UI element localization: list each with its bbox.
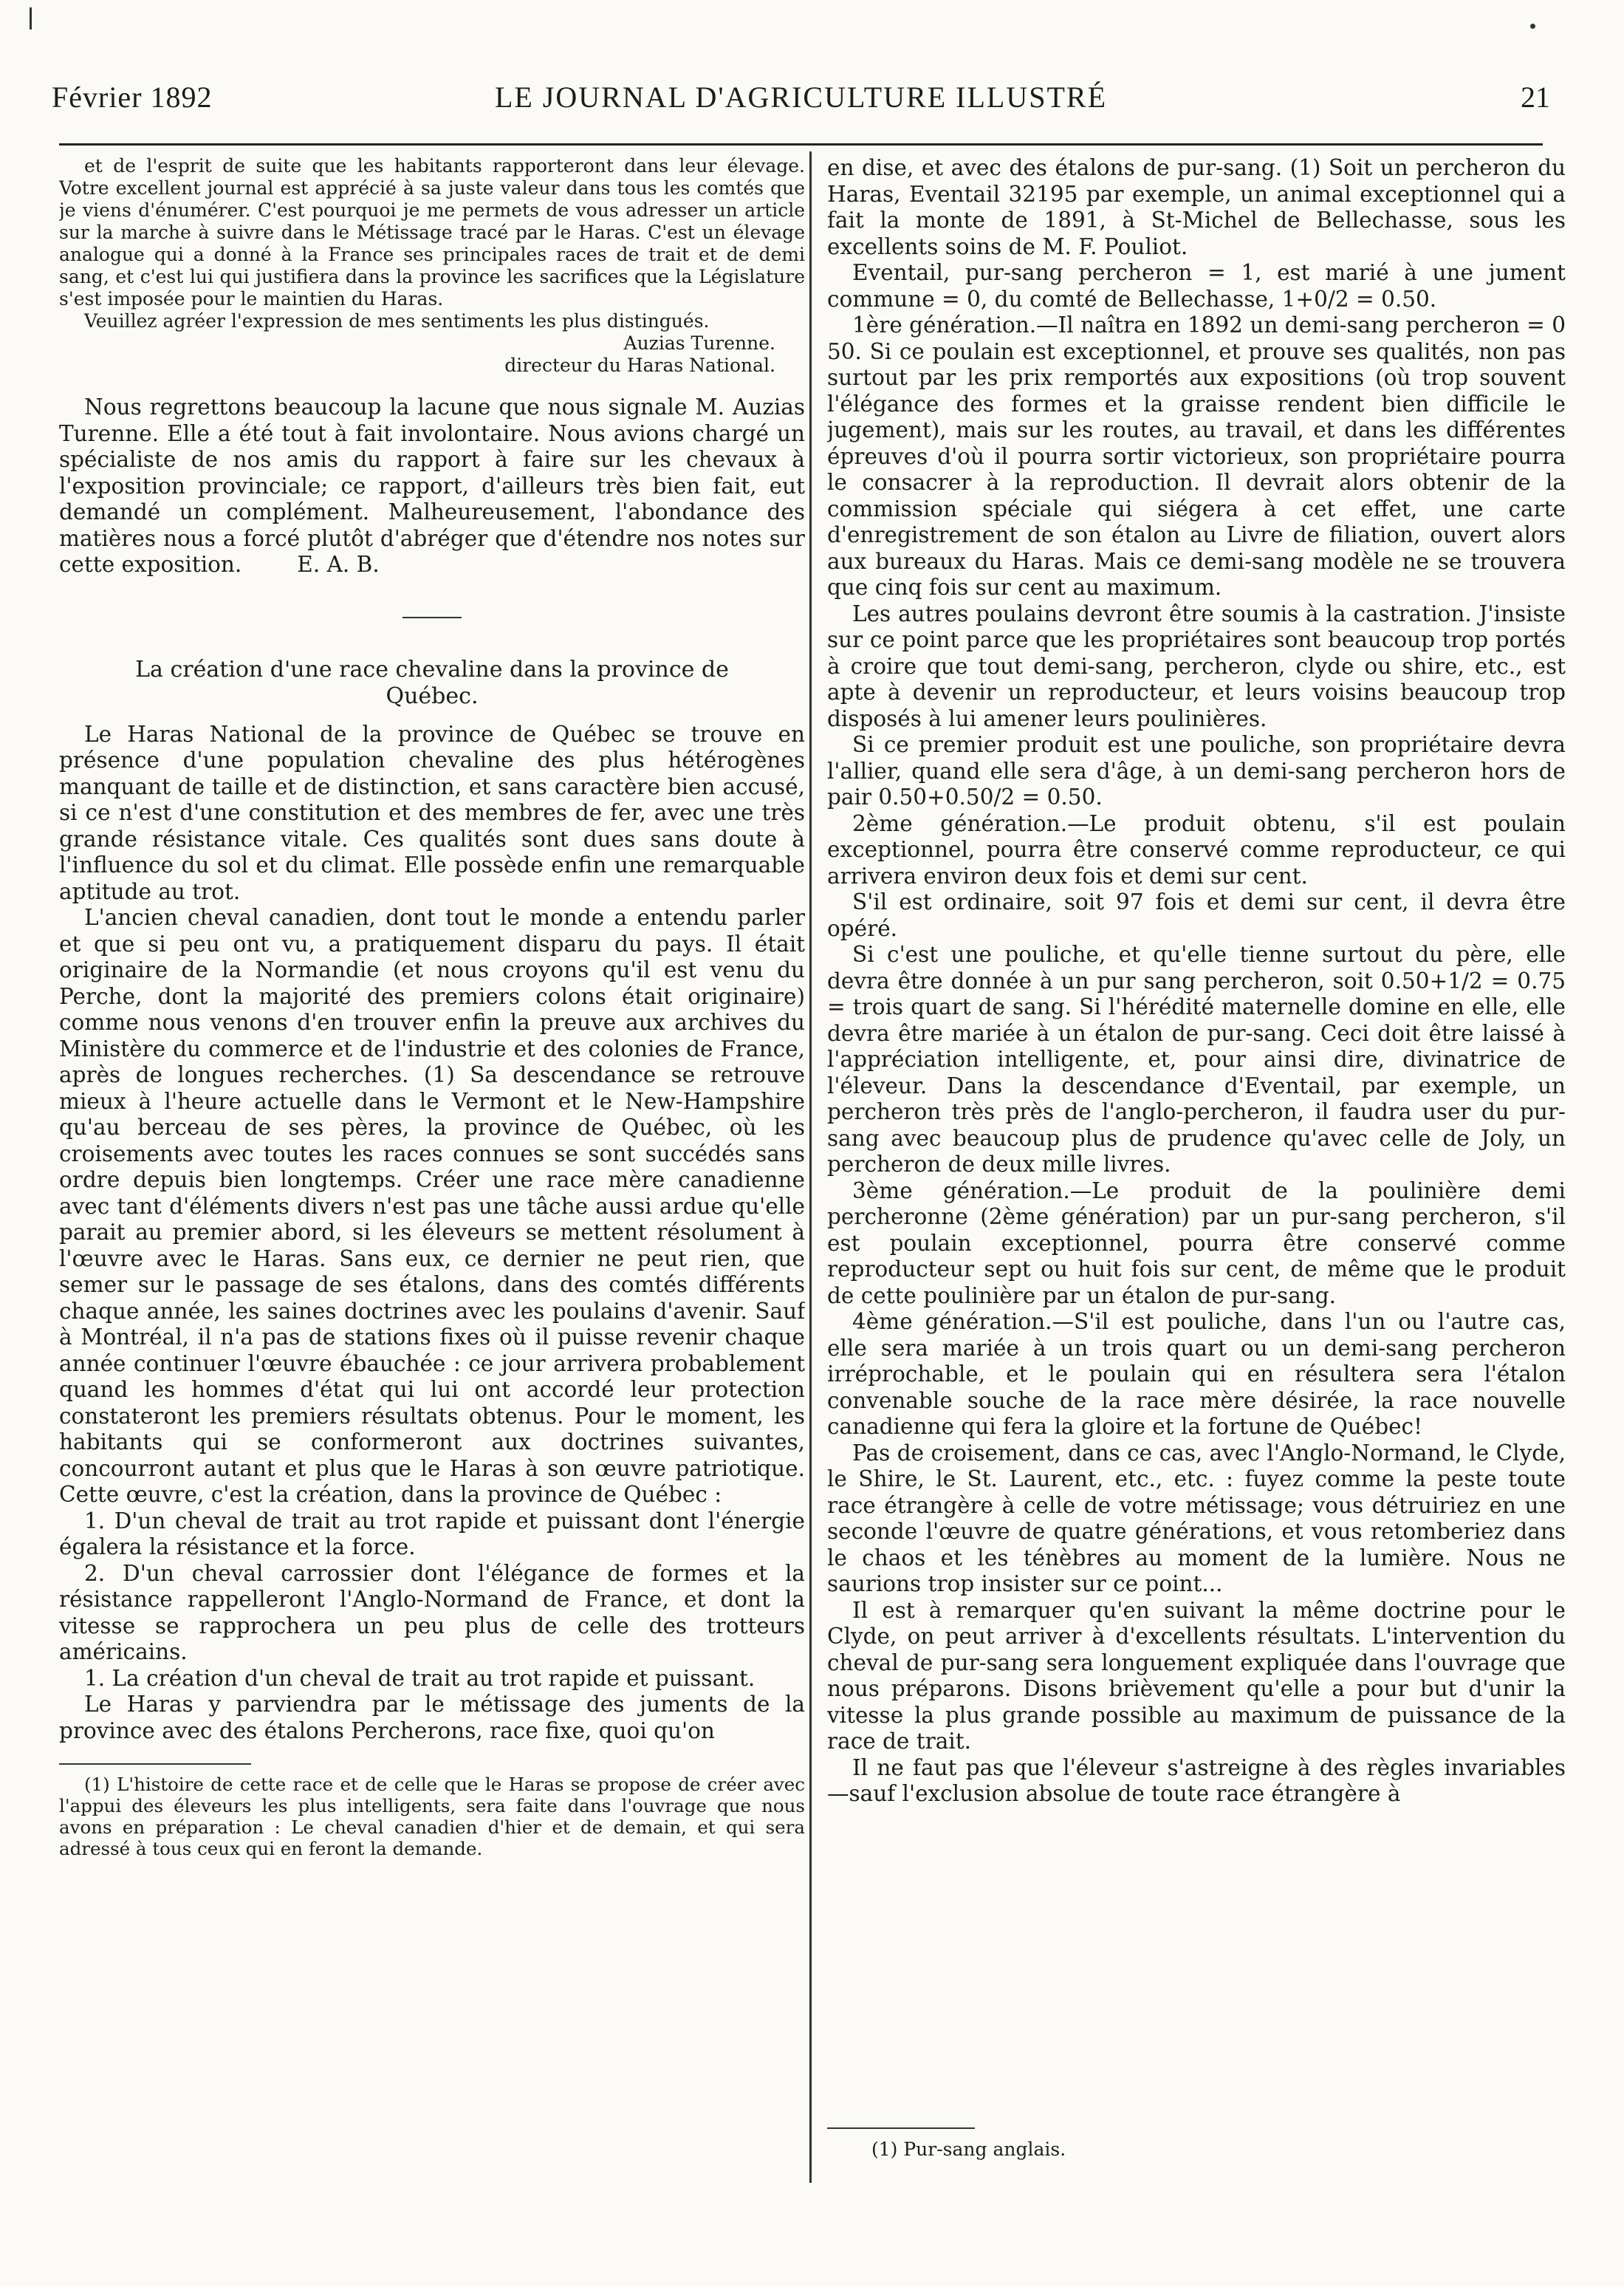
section-title: La création d'une race chevaline dans la province de Québec.: [135, 656, 729, 709]
scan-dot: [1530, 24, 1535, 29]
body-paragraph: 2ème génération.—Le produit obtenu, s'il est poulain exceptionnel, pourra être conservé comme reproducteur, ce qui arrivera environ deux fois et demi sur cent.: [827, 810, 1566, 889]
footnote: (1) Pur-sang anglais.: [871, 2139, 1066, 2160]
body-paragraph: 2. D'un cheval carrossier dont l'élégance de formes et la résistance rappelleront l'Anglo-Normand de France, et dont la vitesse se rapprochera un peu plus de celle des trotteurs américains.: [59, 1560, 805, 1664]
body-paragraph: 1. D'un cheval de trait au trot rapide et puissant dont l'énergie égalera la résistance et la force.: [59, 1508, 805, 1559]
header-rule: [59, 143, 1543, 146]
body-paragraph: 4ème génération.—S'il est pouliche, dans l'un ou l'autre cas, elle sera mariée à un trois quart ou un demi-sang percheron irréprochable, et le poulain qui en résultera sera l'étalon convenable souche de la race mère désirée, la race nouvelle canadienne qui fera la gloire et la fortune de Québec!: [827, 1309, 1566, 1439]
body-paragraph: Les autres poulains devront être soumis à la castration. J'insiste sur ce point parce que les propriétaires sont beaucoup trop portés à croire que tout demi-sang, percheron, clyde ou shire, etc., est apte à devenir un reproducteur, et leurs voisins beaucoup trop disposés à lui amener leurs poulinières.: [827, 601, 1566, 731]
letter-signature-name: Auzias Turenne.: [623, 332, 775, 354]
body-paragraph: Il est à remarquer qu'en suivant la même doctrine pour le Clyde, on peut arriver à d'excellents résultats. L'intervention du cheval de pur-sang sera longuement expliquée dans l'ouvrage que nous préparons. Disons brièvement qu'elle a pour but d'unir la vitesse la plus grande possible au maximum de puissance de la race de trait.: [827, 1597, 1566, 1754]
body-paragraph: 1ère génération.—Il naîtra en 1892 un demi-sang percheron = 0 50. Si ce poulain est exceptionnel, et prouve ses qualités, non pas surtout par les prix remportés aux expositions (où trop souvent l'élégance des formes et la graisse rendent bien difficile le jugement), mais sur les routes, au travail, et dans les différentes épreuves d'où il pourra sortir victorieux, son propriétaire pourra le consacrer à la reproduction. Il devrait alors obtenir de la commission spéciale qui siégera à cet effet, une carte d'enregistrement de son étalon au Livre de filiation, ouvert alors aux bureaux du Haras. Mais ce demi-sang modèle ne se trouvera que cinq fois sur cent au maximum.: [827, 312, 1566, 600]
letter-signature-title: directeur du Haras National.: [504, 355, 775, 376]
body-paragraph: Le Haras y parviendra par le métissage des juments de la province avec des étalons Percherons, race fixe, quoi qu'on: [59, 1692, 805, 1743]
page-number: 21: [1521, 81, 1550, 114]
scan-mark: [30, 7, 32, 30]
letter-closing: Veuillez agréer l'expression de mes sentiments les plus distingués.: [84, 310, 710, 332]
footnote-rule: [59, 1763, 251, 1765]
body-paragraph: S'il est ordinaire, soit 97 fois et demi sur cent, il devra être opéré.: [827, 889, 1566, 941]
body-paragraph: Si c'est une pouliche, et qu'elle tienne surtout du père, elle devra être donnée à un pur sang percheron, soit 0.50+1/2 = 0.75 = trois quart de sang. Si l'hérédité maternelle domine en elle, elle devra être mariée à un étalon de pur-sang. Ceci doit être laissé à l'appréciation intelligente, et, pour ainsi dire, divinatrice de l'éleveur. Dans la descendance d'Eventail, par exemple, un percheron très près de l'anglo-percheron, il faudra user du pur-sang avec beaucoup plus de prudence qu'avec celle de Joly, un percheron de deux mille livres.: [827, 942, 1566, 1177]
body-paragraph: Le Haras National de la province de Québec se trouve en présence d'une population chevaline des plus hétérogènes manquant de taille et de distinction, et sans caractère bien accusé, si ce n'est d'une constitution et des membres de fer, avec une très grande résistance vitale. Ces qualités sont dues sans doute à l'influence du sol et du climat. Elle possède enfin une remarquable aptitude au trot.: [59, 721, 805, 904]
body-paragraph: Eventail, pur-sang percheron = 1, est marié à une jument commune = 0, du comté de Bellechasse, 1+0/2 = 0.50.: [827, 260, 1566, 312]
editor-signature: E. A. B.: [297, 552, 380, 577]
body-paragraph: 1. La création d'un cheval de trait au trot rapide et puissant.: [84, 1665, 756, 1691]
right-column: [827, 155, 1566, 2120]
section-separator: [402, 617, 462, 618]
footnote: (1) L'histoire de cette race et de celle que le Haras se propose de créer avec l'appui des éleveurs les plus intelligents, sera faite dans l'ouvrage que nous avons en préparation : Le cheval canadien d'hier et de demain, et qui sera adressé à tous ceux qui en feront la demande.: [59, 1774, 805, 1859]
body-paragraph: Si ce premier produit est une pouliche, son propriétaire devra l'allier, quand elle sera d'âge, à un demi-sang percheron hors de pair 0.50+0.50/2 = 0.50.: [827, 732, 1566, 810]
body-paragraph: Pas de croisement, dans ce cas, avec l'Anglo-Normand, le Clyde, le Shire, le St. Laurent, etc., etc. : fuyez comme la peste toute race étrangère à celle de votre métissage; vous détruiriez en une seconde l'œuvre de quatre générations, et vous retomberiez dans le chaos et les ténèbres au moment de la lumière. Nous ne saurions trop insister sur ce point...: [827, 1440, 1566, 1596]
header-date: Février 1892: [52, 81, 213, 114]
footnote-rule: [827, 2127, 975, 2129]
body-paragraph: en dise, et avec des étalons de pur-sang. (1) Soit un percheron du Haras, Eventail 32195 par exemple, un animal exceptionnel qui a fait la monte de 1891, à St-Michel de Bellechasse, sous les excellents soins de M. F. Pouliot.: [827, 155, 1566, 259]
body-paragraph: Il ne faut pas que l'éleveur s'astreigne à des règles invariables—sauf l'exclusion absolue de toute race étrangère à: [827, 1754, 1566, 1806]
letter-paragraph: et de l'esprit de suite que les habitants rapporteront dans leur élevage. Votre excellent journal est apprécié à sa juste valeur dans tous les comtés que je viens d'énumérer. C'est pourquoi je me permets de vous adresser un article sur la marche à suivre dans le Métissage tracé par le Haras. C'est un élevage analogue qui a donné à la France ses principales races de trait et de demi sang, et c'est lui qui justifiera dans la province les sacrifices que la Législature s'est imposée pour le maintien du Haras.: [59, 155, 805, 310]
column-divider: [809, 151, 812, 2183]
editor-note: Nous regrettons beaucoup la lacune que nous signale M. Auzias Turenne. Elle a été tout à fait involontaire. Nous avions chargé un spécialiste de nos amis du rapport à faire sur les chevaux à l'exposition provinciale; ce rapport, d'ailleurs très bien fait, eut demandé un complément. Malheureusement, l'abondance des matières nous a forcé plutôt d'abréger que d'étendre nos notes sur cette exposition. E. A. B.: [59, 394, 805, 577]
body-paragraph: L'ancien cheval canadien, dont tout le monde a entendu parler et que si peu ont vu, a pratiquement disparu du pays. Il était originaire de la Normandie (et nous croyons qu'il est venu du Perche, dont la majorité des premiers colons était originaire) comme nous venons d'en trouver enfin la preuve aux archives du Ministère du commerce et de l'industrie et des colonies de France, après de longues recherches. (1) Sa descendance se retrouve mieux à l'heure actuelle dans le Vermont et le New-Hampshire qu'au berceau de ses pères, la province de Québec, où les croisements avec toutes les races connues se sont succédés sans ordre depuis bien longtemps. Créer une race mère canadienne avec tant d'éléments divers n'est pas une tâche aussi ardue qu'elle parait au premier abord, si les éleveurs se mettent résolument à l'œuvre avec le Haras. Sans eux, ce dernier ne peut rien, que semer sur le passage de ses étalons, dans des comtés différents chaque année, les saines doctrines avec les poulains d'avenir. Sauf à Montréal, il n'a pas de stations fixes où il puisse revenir chaque année continuer l'œuvre ébauchée : ce jour arrivera probablement quand les hommes d'état qui lui ont accordé leur protection constateront les premiers résultats obtenus. Pour le moment, les habitants qui se conformeront aux doctrines suivantes, concourront autant et plus que le Haras à son œuvre patriotique. Cette œuvre, c'est la création, dans la province de Québec :: [59, 905, 805, 1507]
page-header: [52, 80, 1550, 124]
left-column: [59, 155, 805, 2246]
body-paragraph: 3ème génération.—Le produit de la poulinière demi percheronne (2ème génération) par un pur-sang percheron, s'il est poulain exceptionnel, pourra être conservé comme reproducteur sept ou huit fois sur cent, de même que le produit de cette poulinière par un étalon de pur-sang.: [827, 1177, 1566, 1308]
journal-title: LE JOURNAL D'AGRICULTURE ILLUSTRÉ: [494, 81, 1108, 114]
